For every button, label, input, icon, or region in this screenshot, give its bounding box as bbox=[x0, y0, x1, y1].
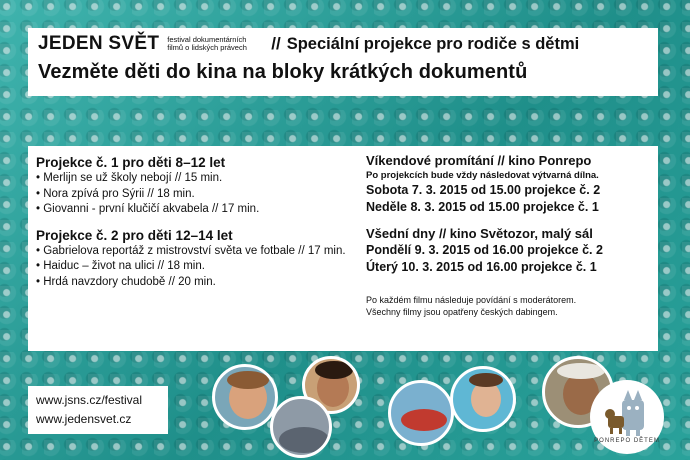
block2-item: • Haiduc – život na ulici // 18 min. bbox=[36, 260, 205, 272]
footnote: Po každém filmu následuje povídání s moderátorem. bbox=[366, 295, 577, 305]
ponrepo-logo bbox=[590, 380, 664, 454]
block1-title: Projekce č. 1 pro děti 8–12 let bbox=[36, 155, 226, 170]
program-panel bbox=[28, 146, 360, 351]
weekend-date: Neděle 8. 3. 2015 od 15.00 projekce č. 1 bbox=[366, 200, 599, 214]
festival-link[interactable]: www.jsns.cz/festival bbox=[36, 393, 143, 407]
child-photo-5 bbox=[450, 366, 516, 432]
festival-subtitle: festival dokumentárních filmů o lidských právech bbox=[167, 35, 247, 52]
headline: Vezměte děti do kina na bloky krátkých dokumentů bbox=[38, 61, 528, 83]
child-photo-3 bbox=[270, 396, 332, 458]
weekday-date: Pondělí 9. 3. 2015 od 16.00 projekce č. 2 bbox=[366, 243, 603, 257]
schedule-panel bbox=[360, 146, 658, 351]
weekend-title: Víkendové promítání // kino Ponrepo bbox=[366, 153, 592, 168]
weekday-title: Všední dny // kino Světozor, malý sál bbox=[366, 226, 593, 241]
block1-item: • Nora zpívá pro Sýrii // 18 min. bbox=[36, 187, 195, 200]
special-screening-title: Speciální projekce pro rodiče s dětmi bbox=[286, 35, 580, 53]
block2-item: • Hrdá navzdory chudobě // 20 min. bbox=[36, 275, 216, 288]
weekend-note: Po projekcích bude vždy následovat výtvarná dílna. bbox=[366, 170, 599, 181]
weekday-date: Úterý 10. 3. 2015 od 16.00 projekce č. 1 bbox=[366, 260, 597, 274]
website-link[interactable]: www.jedensvet.cz bbox=[36, 412, 132, 426]
festival-brand: JEDEN SVĚT bbox=[38, 33, 160, 54]
footnote: Všechny filmy jsou opatřeny českých dabingem. bbox=[366, 307, 558, 317]
child-photo-4 bbox=[388, 380, 454, 446]
block1-item: • Merlijn se už školy nebojí // 15 min. bbox=[36, 172, 223, 184]
block1-item: • Giovanni - první klučičí akvabela // 17 min. bbox=[36, 203, 260, 215]
child-photo-1 bbox=[212, 364, 278, 430]
links-panel bbox=[28, 386, 168, 434]
weekend-date: Sobota 7. 3. 2015 od 15.00 projekce č. 2 bbox=[366, 183, 601, 197]
header-separator: // bbox=[271, 34, 281, 53]
logo-text: PONREPO DĚTEM bbox=[594, 438, 660, 444]
block2-item: • Gabrielova reportáž z mistrovství světa ve fotbale // 17 min. bbox=[36, 244, 346, 257]
block2-title: Projekce č. 2 pro děti 12–14 let bbox=[36, 227, 233, 243]
header-panel bbox=[28, 28, 658, 96]
